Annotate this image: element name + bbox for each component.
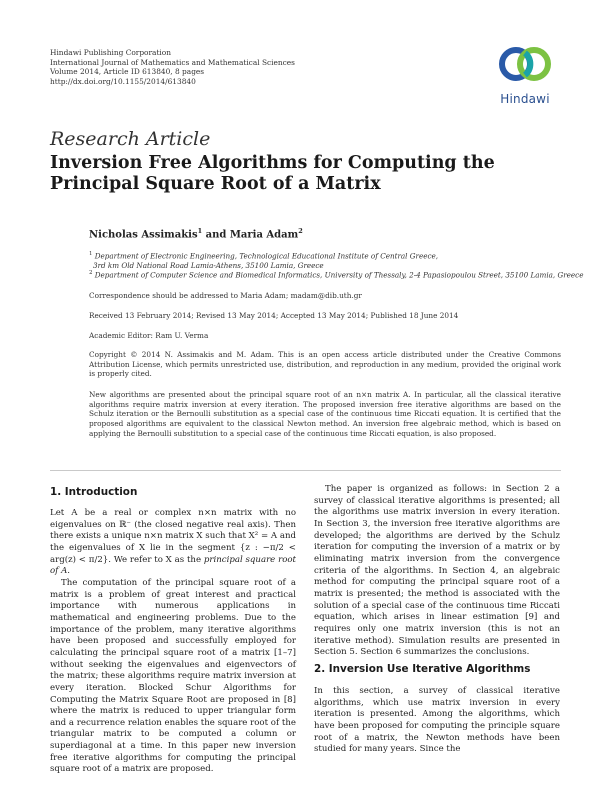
- hindawi-rings-icon: [493, 40, 557, 92]
- affiliation-2: [89, 269, 583, 280]
- body-column-left: [50, 508, 296, 776]
- affiliation-1: [89, 250, 438, 271]
- affiliation-line: 3rd km Old National Road Lamia-Athens, 35100 Lamia, Greece: [93, 260, 324, 270]
- abstract: New algorithms are presented about the principal square root of an n×n matrix A. In particular, all the classical iterative algorithms require matrix inversion at every iteration. The proposed inversion free iterative algorithms are based on the Schulz iteration or the Bernoulli substitution as a special case of the continuous time Riccati equation. It is certified that the proposed algorithms are equivalent to the classical Newton method. An inversion free algebraic method, which is based on applying the Bernoulli substitution to a special case of the continuous time Riccati equation, is also proposed.: [89, 390, 561, 438]
- author-list: [89, 227, 303, 240]
- paragraph: The computation of the principal square root of a matrix is a problem of great interest and practical importance with numerous applications in mathematical and engineering problems. Due to the importance of the problem, many iterative algorithms have been proposed and successfully employed for calculating the principal square root of a matrix [1–7] without seeking the eigenvalues and eigenvectors of the matrix; these algorithms require matrix inversion at every iteration. Blocked Schur Algorithms for Computing the Matrix Square Root are proposed in [8] where the matrix is reduced to upper triangular form and a recurrence relation enables the square root of the triangular matrix to be computed a column or superdiagonal at a time. In this paper new inversion free iterative algorithms for computing the principal square root of a matrix are proposed.: [50, 577, 296, 775]
- paragraph: In this section, a survey of classical iterative algorithms, which use matrix inversion in every iteration is presented. Among the algorithms, which have been proposed for computing the principle square root of a matrix, the Newton methods have been studied for many years. Since the: [314, 686, 560, 755]
- affiliation-mark: 1: [89, 251, 93, 257]
- paragraph: [50, 508, 296, 578]
- paragraph-text: Let A be a real or complex n×n matrix with no eigenvalues on ℝ⁻ (the closed negative real axis). Then there exists a unique n×n matrix X such that X² = A and the eigenvalues of X lie in the segment {z : −π/2 < arg(z) < π/2}. We refer to X as the: [50, 508, 296, 565]
- affiliation-line: Department of Electronic Engineering, Technological Educational Institute of Central Greece,: [92, 251, 439, 261]
- author-name: Maria Adam: [229, 229, 299, 241]
- paragraph: The paper is organized as follows: in Section 2 a survey of classical iterative algorithms is presented; all the algorithms use matrix inversion in every iteration. In Section 3, the inversion free iterative algorithms are developed; the algorithms are derived by the Schulz iteration for computing the inversion of a matrix or by eliminating matrix inversion from the convergence criteria of the algorithms. In Section 4, an algebraic method for computing the principal square root of a matrix is presented; the method is associated with the solution of a special case of the continuous time Riccati equation, which arises in linear estimation [9] and requires only one matrix inversion (this is not an iterative method). Simulation results are presented in Section 5. Section 6 summarizes the conclusions.: [314, 484, 560, 658]
- logo-wordmark: Hindawi: [500, 92, 550, 106]
- academic-editor: Academic Editor: Ram U. Verma: [89, 331, 209, 340]
- doi-link[interactable]: http://dx.doi.org/10.1155/2014/613840: [50, 76, 196, 86]
- section-heading: 2. Inversion Use Iterative Algorithms: [314, 663, 531, 675]
- author-name: Nicholas Assimakis: [89, 229, 198, 241]
- journal-name: International Journal of Mathematics and Mathematical Sciences: [50, 57, 295, 67]
- body-column-right-continued: [314, 686, 560, 756]
- journal-header: [50, 48, 295, 86]
- affiliation-line: Department of Computer Science and Biomedical Informatics, University of Thessaly, 2-4 Papasiopoulou Street, 35100 Lamia, Greece: [92, 270, 584, 280]
- section-divider: [50, 470, 561, 471]
- body-column-right: [314, 484, 560, 659]
- paper-title: Inversion Free Algorithms for Computing the Principal Square Root of a Matrix: [50, 153, 495, 194]
- author-affiliation-mark: 1: [197, 227, 203, 235]
- author-affiliation-mark: 2: [298, 227, 303, 235]
- author-separator: and: [202, 229, 230, 241]
- paragraph-emphasis: principal square root of A: [50, 554, 296, 577]
- volume-info: Volume 2014, Article ID 613840, 8 pages: [50, 67, 205, 77]
- copyright-notice: Copyright © 2014 N. Assimakis and M. Adam. This is an open access article distributed under the Creative Commons Attribution License, which permits unrestricted use, distribution, and reproduction in any medium, provided the original work is properly cited.: [89, 350, 561, 379]
- hindawi-logo: [493, 40, 557, 110]
- paragraph-text: .: [67, 566, 71, 577]
- publication-dates: Received 13 February 2014; Revised 13 May 2014; Accepted 13 May 2014; Published 18 June 2014: [89, 311, 459, 320]
- correspondence: Correspondence should be addressed to Maria Adam; madam@dib.uth.gr: [89, 291, 362, 300]
- section-heading: 1. Introduction: [50, 486, 138, 498]
- affiliation-mark: 2: [89, 270, 93, 276]
- publisher-name: Hindawi Publishing Corporation: [50, 48, 171, 57]
- article-type: Research Article: [50, 128, 211, 150]
